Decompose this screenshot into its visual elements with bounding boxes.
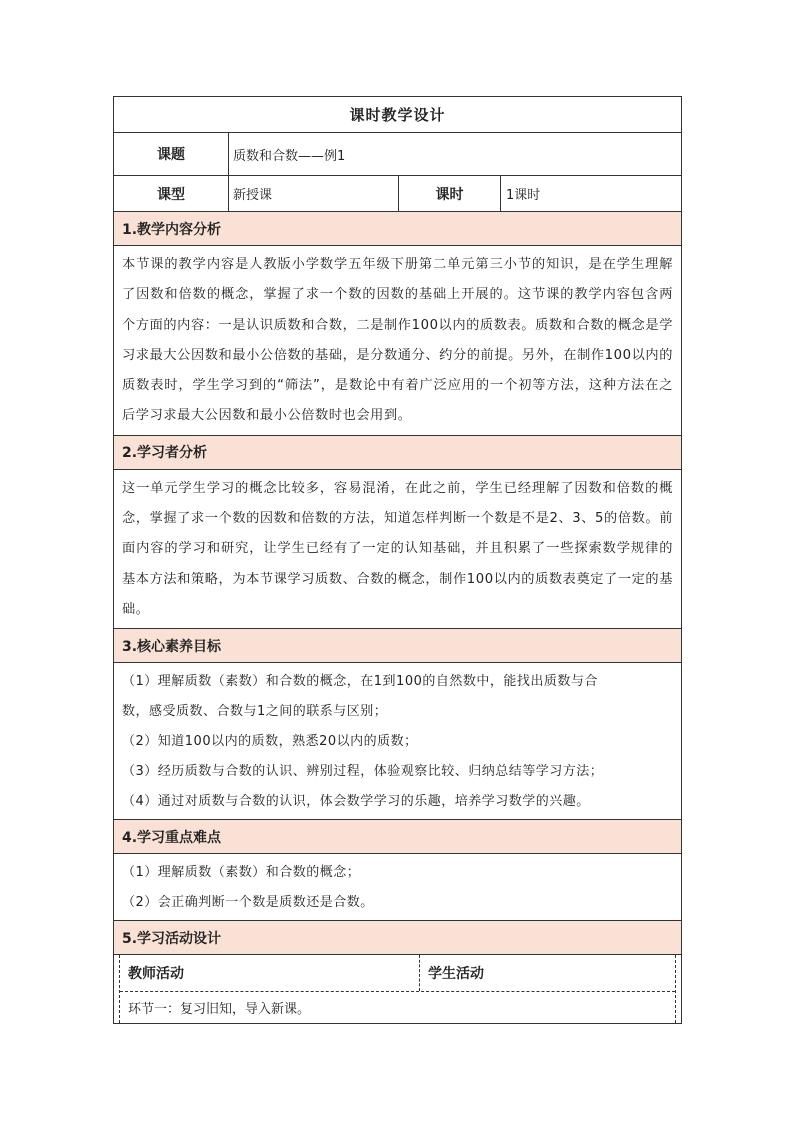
student-activity-header: 学生活动 <box>428 966 484 983</box>
type-label: 课型 <box>157 186 185 203</box>
topic-label: 课题 <box>157 147 185 163</box>
goal-line: 数，感受质数、合数与1之间的联系与区别； <box>122 704 388 720</box>
key-point-line: （1）理解质数（素数）和合数的概念； <box>122 865 361 881</box>
section-title-content-analysis: 1.教学内容分析 <box>114 211 681 245</box>
type-row <box>114 175 681 211</box>
activities-container <box>114 954 681 1023</box>
hours-label: 课时 <box>398 176 500 211</box>
goal-line: （1）理解质数（素数）和合数的概念，在1到100的自然数中，能找出质数与合 <box>122 674 598 690</box>
goal-line: （3）经历质数与合数的认识、辨别过程，体验观察比较、归纳总结等学习方法； <box>122 764 604 780</box>
teacher-activity-header: 教师活动 <box>120 955 420 991</box>
type-value: 新授课 <box>228 176 398 211</box>
doc-title: 课时教学设计 <box>349 106 446 124</box>
lesson-plan-table <box>113 96 682 1024</box>
activities-table <box>119 955 676 1023</box>
stage-one: 环节一：复习旧知，导入新课。 <box>128 1002 311 1018</box>
goal-line: （4）通过对质数与合数的认识，体会数学学习的乐趣，培养学习数学的兴趣。 <box>122 794 590 810</box>
activities-header-row <box>120 955 675 992</box>
core-goals-list <box>114 662 681 819</box>
learner-analysis-text: 这一单元学生学习的概念比较多，容易混淆，在此之前，学生已经理解了因数和倍数的概念，掌握了求一个数的因数和倍数的方法，知道怎样判断一个数是不是2、3、5的倍数。前面内容的学习和研究，让学生已经有了一定的认知基础，并且积累了一些探索数学规律的基本方法和策略，为本节课学习质数、合数的概念，制作100以内的质数表奠定了一定的基础。 <box>114 469 681 628</box>
key-points-list <box>114 853 681 920</box>
section-title-core-goals: 3.核心素养目标 <box>114 628 681 662</box>
section-title-learner-analysis: 2.学习者分析 <box>114 435 681 469</box>
section-title-key-points: 4.学习重点难点 <box>114 819 681 853</box>
goal-line: （2）知道100以内的质数，熟悉20以内的质数； <box>122 734 418 750</box>
hours-value: 1课时 <box>500 176 681 211</box>
topic-value: 质数和合数——例1 <box>228 133 681 175</box>
topic-row <box>114 132 681 175</box>
key-point-line: （2）会正确判断一个数是质数还是合数。 <box>122 895 374 911</box>
section-title-activities: 5.学习活动设计 <box>114 920 681 954</box>
content-analysis-text: 本节课的教学内容是人教版小学数学五年级下册第二单元第三小节的知识，是在学生理解了因数和倍数的概念，掌握了求一个数的因数的基础上开展的。这节课的教学内容包含两个方面的内容：一是认识质数和合数，二是制作100以内的质数表。质数和合数的概念是学习求最大公因数和最小公倍数的基础，是分数通分、约分的前提。另外，在制作100以内的质数表时，学生学习到的“筛法”，是数论中有着广泛应用的一个初等方法，这种方法在之后学习求最大公因数和最小公倍数时也会用到。 <box>114 245 681 435</box>
